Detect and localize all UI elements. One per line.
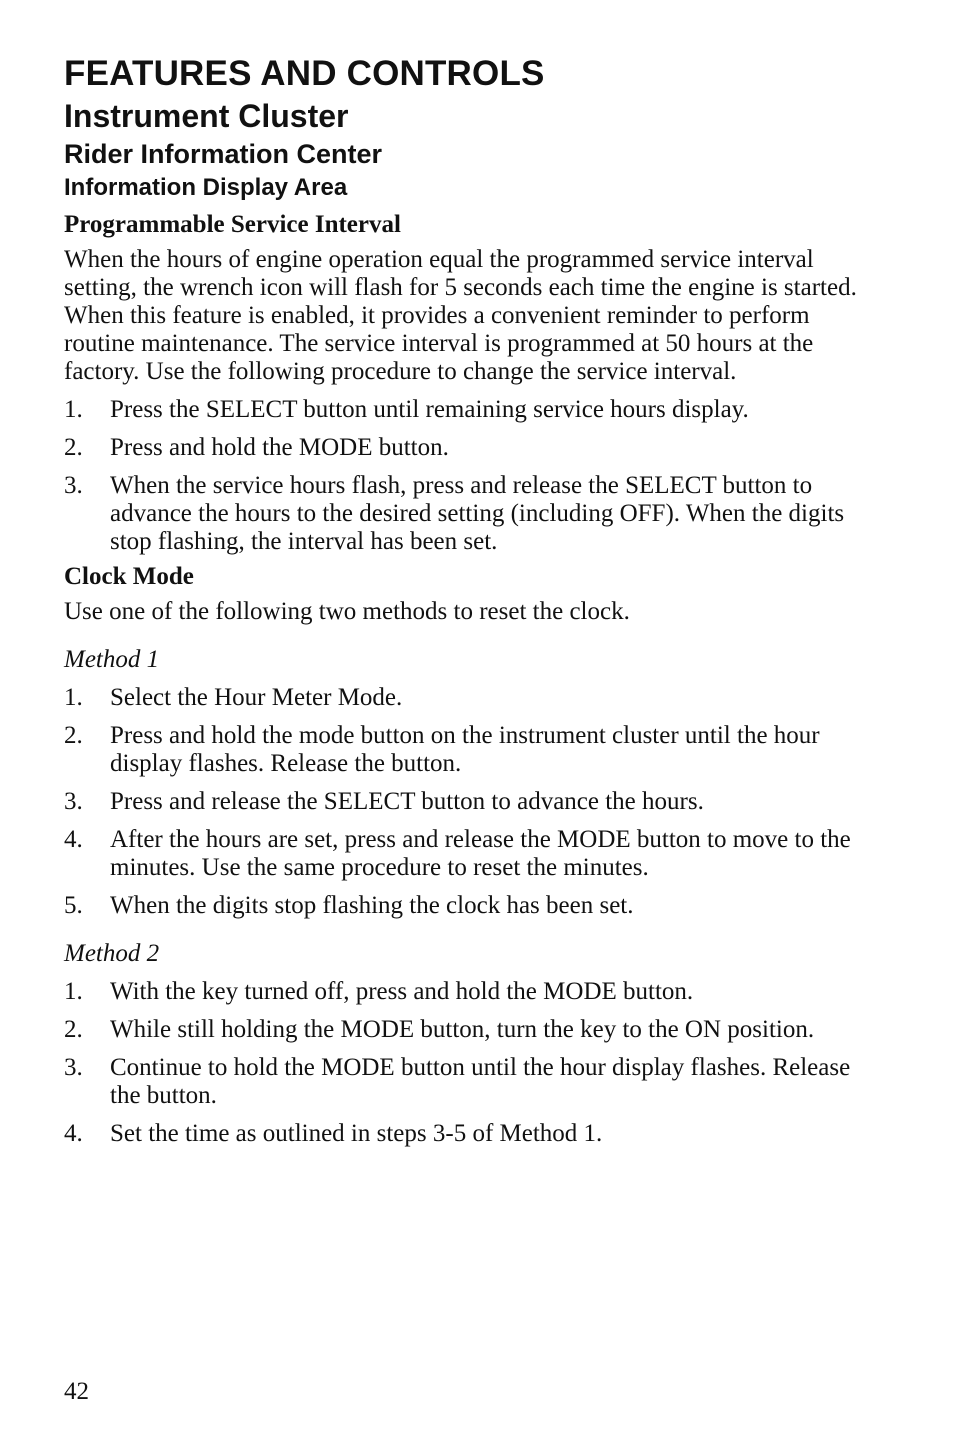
method-1-steps bbox=[64, 684, 864, 920]
list-item bbox=[64, 788, 864, 816]
step-text: When the service hours flash, press and release the SELECT button to advance the hours to the desired setting (including OFF). When the digits stop flashing, the interval has been set. bbox=[110, 472, 845, 555]
section-title: Instrument Cluster bbox=[64, 98, 349, 134]
list-item bbox=[64, 1120, 864, 1148]
list-item bbox=[64, 396, 864, 424]
list-item bbox=[64, 978, 864, 1006]
step-text: When the digits stop flashing the clock has been set. bbox=[110, 892, 634, 919]
step-number: 5. bbox=[64, 892, 83, 919]
step-number: 4. bbox=[64, 826, 83, 853]
clock-mode-title: Clock Mode bbox=[64, 563, 194, 590]
step-number: 3. bbox=[64, 1054, 83, 1081]
chapter-title: FEATURES AND CONTROLS bbox=[64, 54, 545, 93]
list-item bbox=[64, 722, 864, 778]
service-interval-intro: When the hours of engine operation equal the programmed service interval setting, the wrench icon will flash for 5 seconds each time the engine is started. When this feature is enabled, it provides a convenient reminder to perform routine maintenance. The service interval is programmed at 50 hours at the factory. Use the following procedure to change the service interval. bbox=[64, 246, 857, 385]
method-2-label: Method 2 bbox=[64, 940, 160, 967]
step-text: With the key turned off, press and hold the MODE button. bbox=[110, 978, 694, 1005]
step-text: Press and release the SELECT button to advance the hours. bbox=[110, 788, 704, 815]
subsubsection-title: Information Display Area bbox=[64, 174, 348, 201]
step-number: 2. bbox=[64, 434, 83, 461]
step-text: After the hours are set, press and release the MODE button to move to the minutes. Use the same procedure to reset the minutes. bbox=[110, 826, 851, 881]
clock-mode-intro: Use one of the following two methods to reset the clock. bbox=[64, 598, 630, 625]
page-number: 42 bbox=[64, 1378, 89, 1405]
list-item bbox=[64, 434, 864, 462]
method-2-steps bbox=[64, 978, 864, 1148]
step-text: Select the Hour Meter Mode. bbox=[110, 684, 403, 711]
step-number: 2. bbox=[64, 722, 83, 749]
service-interval-steps bbox=[64, 396, 864, 556]
list-item bbox=[64, 684, 864, 712]
step-text: While still holding the MODE button, turn the key to the ON position. bbox=[110, 1016, 815, 1043]
method-1-label: Method 1 bbox=[64, 646, 160, 673]
list-item bbox=[64, 892, 864, 920]
step-text: Press and hold the MODE button. bbox=[110, 434, 449, 461]
step-text: Press and hold the mode button on the instrument cluster until the hour display flashes. Release the button. bbox=[110, 722, 820, 777]
page-content bbox=[64, 52, 864, 1148]
list-item bbox=[64, 472, 864, 556]
list-item bbox=[64, 1016, 864, 1044]
step-number: 3. bbox=[64, 788, 83, 815]
step-number: 3. bbox=[64, 472, 83, 499]
list-item bbox=[64, 1054, 864, 1110]
step-number: 4. bbox=[64, 1120, 83, 1147]
subsection-title: Rider Information Center bbox=[64, 139, 383, 169]
list-item bbox=[64, 826, 864, 882]
service-interval-title: Programmable Service Interval bbox=[64, 211, 401, 238]
step-text: Set the time as outlined in steps 3-5 of Method 1. bbox=[110, 1120, 603, 1147]
step-text: Continue to hold the MODE button until the hour display flashes. Release the button. bbox=[110, 1054, 851, 1109]
step-number: 1. bbox=[64, 396, 83, 423]
step-number: 1. bbox=[64, 684, 83, 711]
step-number: 1. bbox=[64, 978, 83, 1005]
step-text: Press the SELECT button until remaining service hours display. bbox=[110, 396, 749, 423]
step-number: 2. bbox=[64, 1016, 83, 1043]
